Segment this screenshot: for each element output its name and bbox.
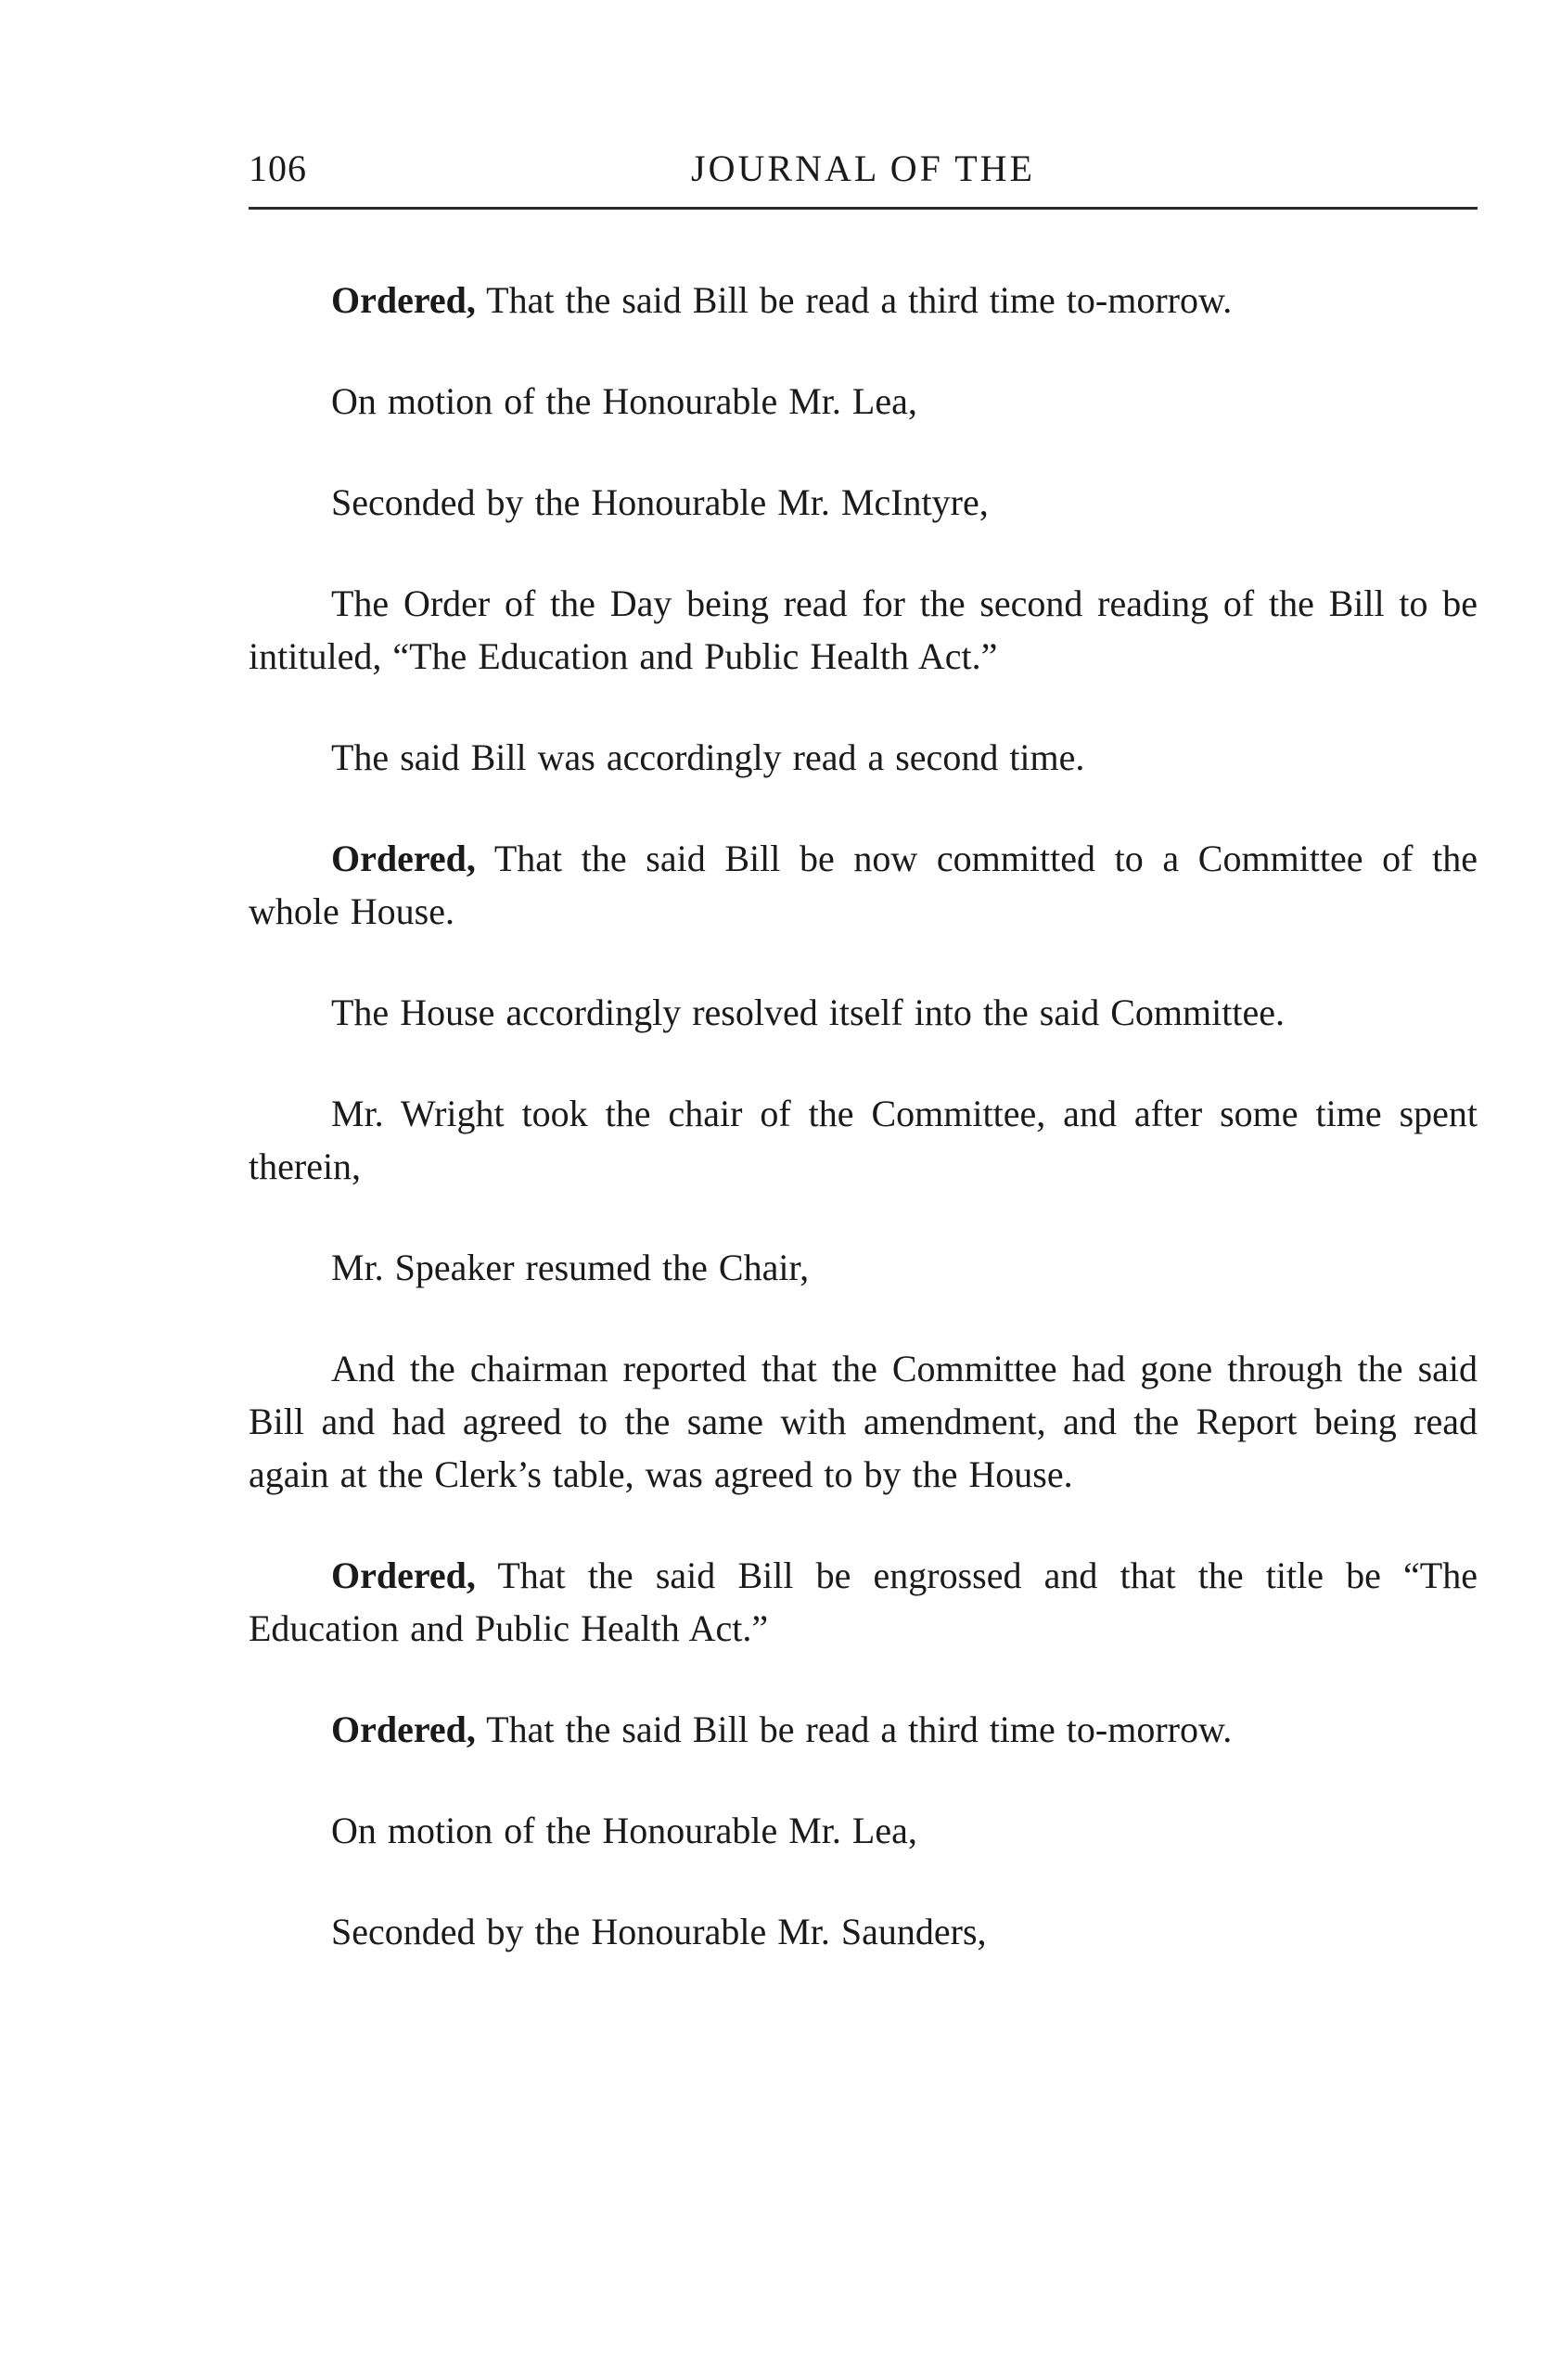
ordered-lead: Ordered, bbox=[331, 279, 476, 321]
header-rule bbox=[249, 207, 1478, 210]
ordered-lead: Ordered, bbox=[331, 1555, 476, 1596]
paragraph-text: On motion of the Honourable Mr. Lea, bbox=[331, 1810, 917, 1851]
paragraph-seconded-2 bbox=[249, 1905, 1478, 1958]
page-header bbox=[249, 139, 1478, 204]
paragraph-text: On motion of the Honourable Mr. Lea, bbox=[331, 380, 917, 422]
paragraph-text: Seconded by the Honourable Mr. McIntyre, bbox=[331, 481, 989, 523]
paragraph-chairman-reported bbox=[249, 1342, 1478, 1501]
paragraph-motion-2 bbox=[249, 1804, 1478, 1857]
paragraph-house-resolved bbox=[249, 986, 1478, 1039]
paragraph-text: The House accordingly resolved itself into the said Committee. bbox=[331, 992, 1285, 1033]
paragraph-seconded bbox=[249, 476, 1478, 529]
paragraph-ordered-third-reading bbox=[249, 274, 1478, 326]
paragraph-text: And the chairman reported that the Committee had gone through the said Bill and had agreed to the same with amendment, and the Report being read again at the Clerk’s table, was agreed to by the House. bbox=[249, 1348, 1478, 1495]
paragraph-text: Mr. Wright took the chair of the Committee, and after some time spent therein, bbox=[249, 1093, 1478, 1187]
running-head: JOURNAL OF THE bbox=[691, 147, 1035, 189]
page-number: 106 bbox=[249, 147, 307, 189]
paragraph-text: That the said Bill be now committed to a Committee of the whole House. bbox=[249, 838, 1478, 932]
paragraph-text: The said Bill was accordingly read a second time. bbox=[331, 736, 1085, 778]
paragraph-chair-taken bbox=[249, 1087, 1478, 1193]
ordered-lead: Ordered, bbox=[331, 1708, 476, 1750]
paragraph-text: Seconded by the Honourable Mr. Saunders, bbox=[331, 1911, 987, 1952]
paragraph-text: Mr. Speaker resumed the Chair, bbox=[331, 1247, 810, 1288]
paragraph-ordered-third-reading-2 bbox=[249, 1703, 1478, 1756]
paragraph-text: That the said Bill be engrossed and that the title be “The Education and Public Health Act.” bbox=[249, 1555, 1478, 1649]
journal-body bbox=[249, 274, 1478, 2006]
paragraph-speaker-resumed bbox=[249, 1241, 1478, 1294]
paragraph-order-of-day bbox=[249, 577, 1478, 683]
ordered-lead: Ordered, bbox=[331, 838, 476, 879]
paragraph-text: That the said Bill be read a third time to-morrow. bbox=[475, 279, 1233, 321]
paragraph-ordered-engrossed bbox=[249, 1549, 1478, 1655]
paragraph-text: That the said Bill be read a third time to-morrow. bbox=[475, 1708, 1233, 1750]
paragraph-second-reading bbox=[249, 731, 1478, 784]
paragraph-ordered-committed bbox=[249, 832, 1478, 938]
paragraph-text: The Order of the Day being read for the second reading of the Bill to be intituled, “The Education and Public Health Act.” bbox=[249, 582, 1478, 677]
paragraph-motion bbox=[249, 375, 1478, 428]
